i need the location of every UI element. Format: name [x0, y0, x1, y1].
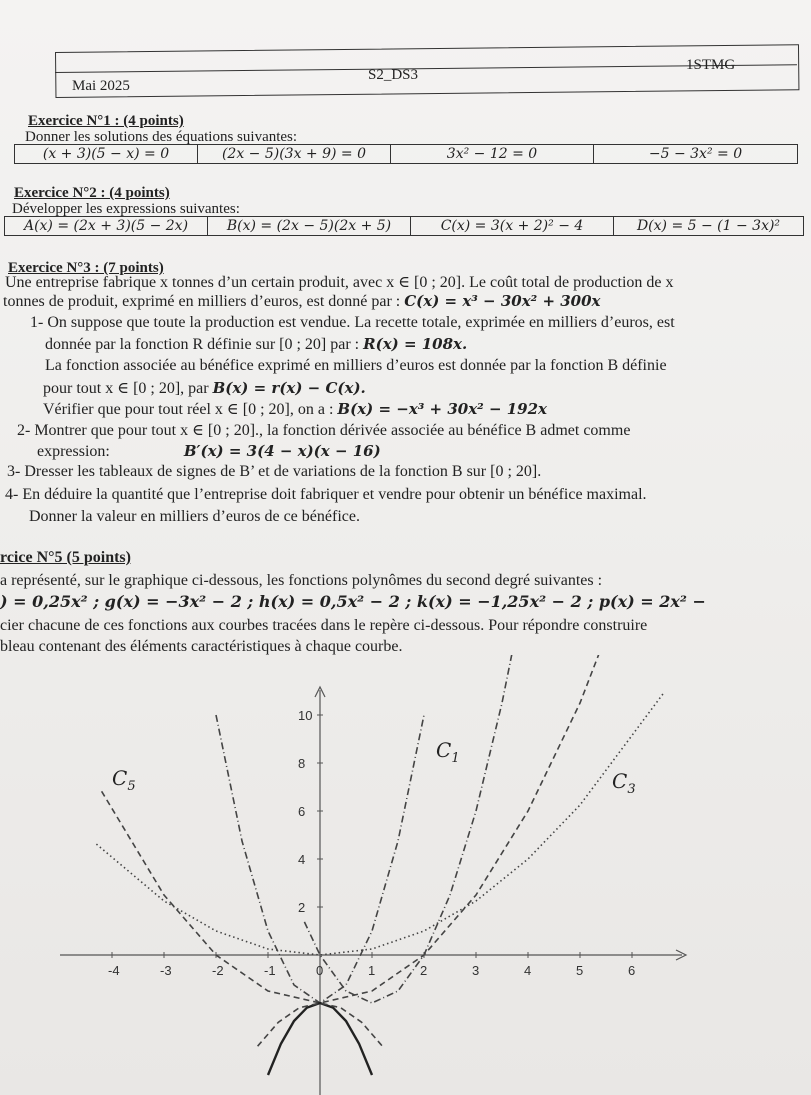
ex3-q1-line5: [43, 399, 547, 419]
ex5-line1: a représenté, sur le graphique ci-dessous, les fonctions polynômes du second degré suivantes :: [0, 572, 603, 589]
x-tick-label: -2: [212, 963, 224, 978]
ex3-q1-text-4: pour tout x ∈ [0 ; 20], par: [43, 380, 209, 397]
x-tick-label: -3: [160, 963, 172, 978]
ex5-line3: cier chacune de ces fonctions aux courbes tracées dans le repère ci-dessous. Pour répondre construire: [0, 617, 648, 634]
y-tick-label: 2: [298, 900, 306, 915]
ex3-q2-line2: [37, 442, 381, 461]
ex3-intro-line1: Une entreprise fabrique x tonnes d’un certain produit, avec x ∈ [0 ; 20]. Le coût total de production de x: [5, 274, 674, 291]
x-tick-label: 1: [368, 963, 376, 978]
ex3-intro-text: tonnes de produit, exprimé en milliers d’euros, est donné par :: [3, 293, 401, 310]
x-tick-label: -1: [264, 963, 276, 978]
ex5-functions: ) = 0,25x² ; g(x) = −3x² − 2 ; h(x) = 0,5x² − 2 ; k(x) = −1,25x² − 2 ; p(x) = 2x² −: [0, 592, 706, 611]
ex3-q3: 3- Dresser les tableaux de signes de B’ et de variations de la fonction B sur [0 ; 20].: [7, 463, 542, 480]
ex2-expression-4: D(x) = 5 − (1 − 3x)²: [614, 217, 804, 236]
curve-C1: [304, 655, 522, 1003]
ex2-title: Exercice N°2 : (4 points): [14, 185, 170, 201]
curve-C3: [96, 694, 663, 955]
ex3-intro-line2: [3, 292, 601, 311]
ex3-q4-line1: 4- En déduire la quantité que l’entreprise doit fabriquer et vendre pour obtenir un bénéfice maximal.: [5, 486, 647, 503]
header-code: S2_DS3: [368, 67, 419, 83]
curve-label-c5: $C_5$: [112, 766, 136, 794]
cost-formula: C(x) = x³ − 30x² + 300x: [404, 292, 601, 310]
x-tick-label: 6: [628, 963, 636, 978]
x-tick-label: 5: [576, 963, 584, 978]
profit-formula: B(x) = −x³ + 30x² − 192x: [337, 400, 547, 418]
ex3-q1-line4: [43, 378, 366, 398]
ex1-equation-1: (x + 3)(5 − x) = 0: [15, 145, 198, 164]
ex3-q1-line3: La fonction associée au bénéfice exprimé en milliers d’euros est donnée par la fonction B définie: [45, 357, 667, 374]
ex3-q1-line2: [45, 335, 467, 354]
ex3-q2-text: expression:: [37, 443, 110, 460]
ex1-equation-2: (2x − 5)(3x + 9) = 0: [198, 145, 391, 164]
function-graph: [0, 655, 811, 1095]
revenue-formula: R(x) = 108x.: [363, 335, 468, 353]
ex1-title: Exercice N°1 : (4 points): [28, 113, 184, 129]
profit-definition: B(x) = r(x) − C(x).: [212, 379, 366, 397]
x-tick-label: 2: [420, 963, 428, 978]
x-tick-label: 0: [316, 963, 324, 978]
ex3-q1-text-5: Vérifier que pour tout réel x ∈ [0 ; 20], on a :: [43, 401, 334, 418]
ex5-title: rcice N°5 (5 points): [0, 549, 131, 566]
derivative-formula: B′(x) = 3(4 − x)(x − 16): [183, 442, 381, 460]
ex2-expression-1: A(x) = (2x + 3)(5 − 2x): [5, 217, 208, 236]
ex1-equations-table: [14, 144, 798, 164]
ex2-expression-3: C(x) = 3(x + 2)² − 4: [411, 217, 614, 236]
ex3-q2-line1: 2- Montrer que pour tout x ∈ [0 ; 20]., la fonction dérivée associée au bénéfice B admet comme: [17, 422, 631, 439]
ex1-equation-3: 3x² − 12 = 0: [391, 145, 594, 164]
x-tick-label: 3: [472, 963, 480, 978]
header-class: 1STMG: [686, 57, 736, 73]
curve-h: [102, 655, 648, 1003]
ex5-line4: bleau contenant des éléments caractéristiques à chaque courbe.: [0, 638, 403, 655]
ex2-instruction: Développer les expressions suivantes:: [12, 201, 240, 217]
y-tick-label: 10: [298, 708, 313, 723]
x-tick-label: 4: [524, 963, 532, 978]
ex2-expression-2: B(x) = (2x − 5)(2x + 5): [208, 217, 411, 236]
y-tick-label: 8: [298, 756, 306, 771]
y-tick-label: 6: [298, 804, 306, 819]
ex3-q1-text: donnée par la fonction R définie sur [0 ; 20] par :: [45, 336, 360, 353]
header-date: Mai 2025: [72, 78, 130, 94]
ex1-equation-4: −5 − 3x² = 0: [594, 145, 798, 164]
ex3-q4-line2: Donner la valeur en milliers d’euros de ce bénéfice.: [29, 508, 360, 525]
curve-label-c3: $C_3$: [612, 769, 636, 797]
curve-label-c1: $C_1$: [436, 738, 460, 766]
x-tick-label: -4: [108, 963, 120, 978]
ex2-expressions-table: [4, 216, 804, 236]
y-tick-label: 4: [298, 852, 306, 867]
ex1-instruction: Donner les solutions des équations suivantes:: [25, 129, 298, 145]
ex3-q1-line1: 1- On suppose que toute la production est vendue. La recette totale, exprimée en milliers d’euros, est: [30, 314, 675, 331]
ex3-title: Exercice N°3 : (7 points): [8, 260, 164, 276]
